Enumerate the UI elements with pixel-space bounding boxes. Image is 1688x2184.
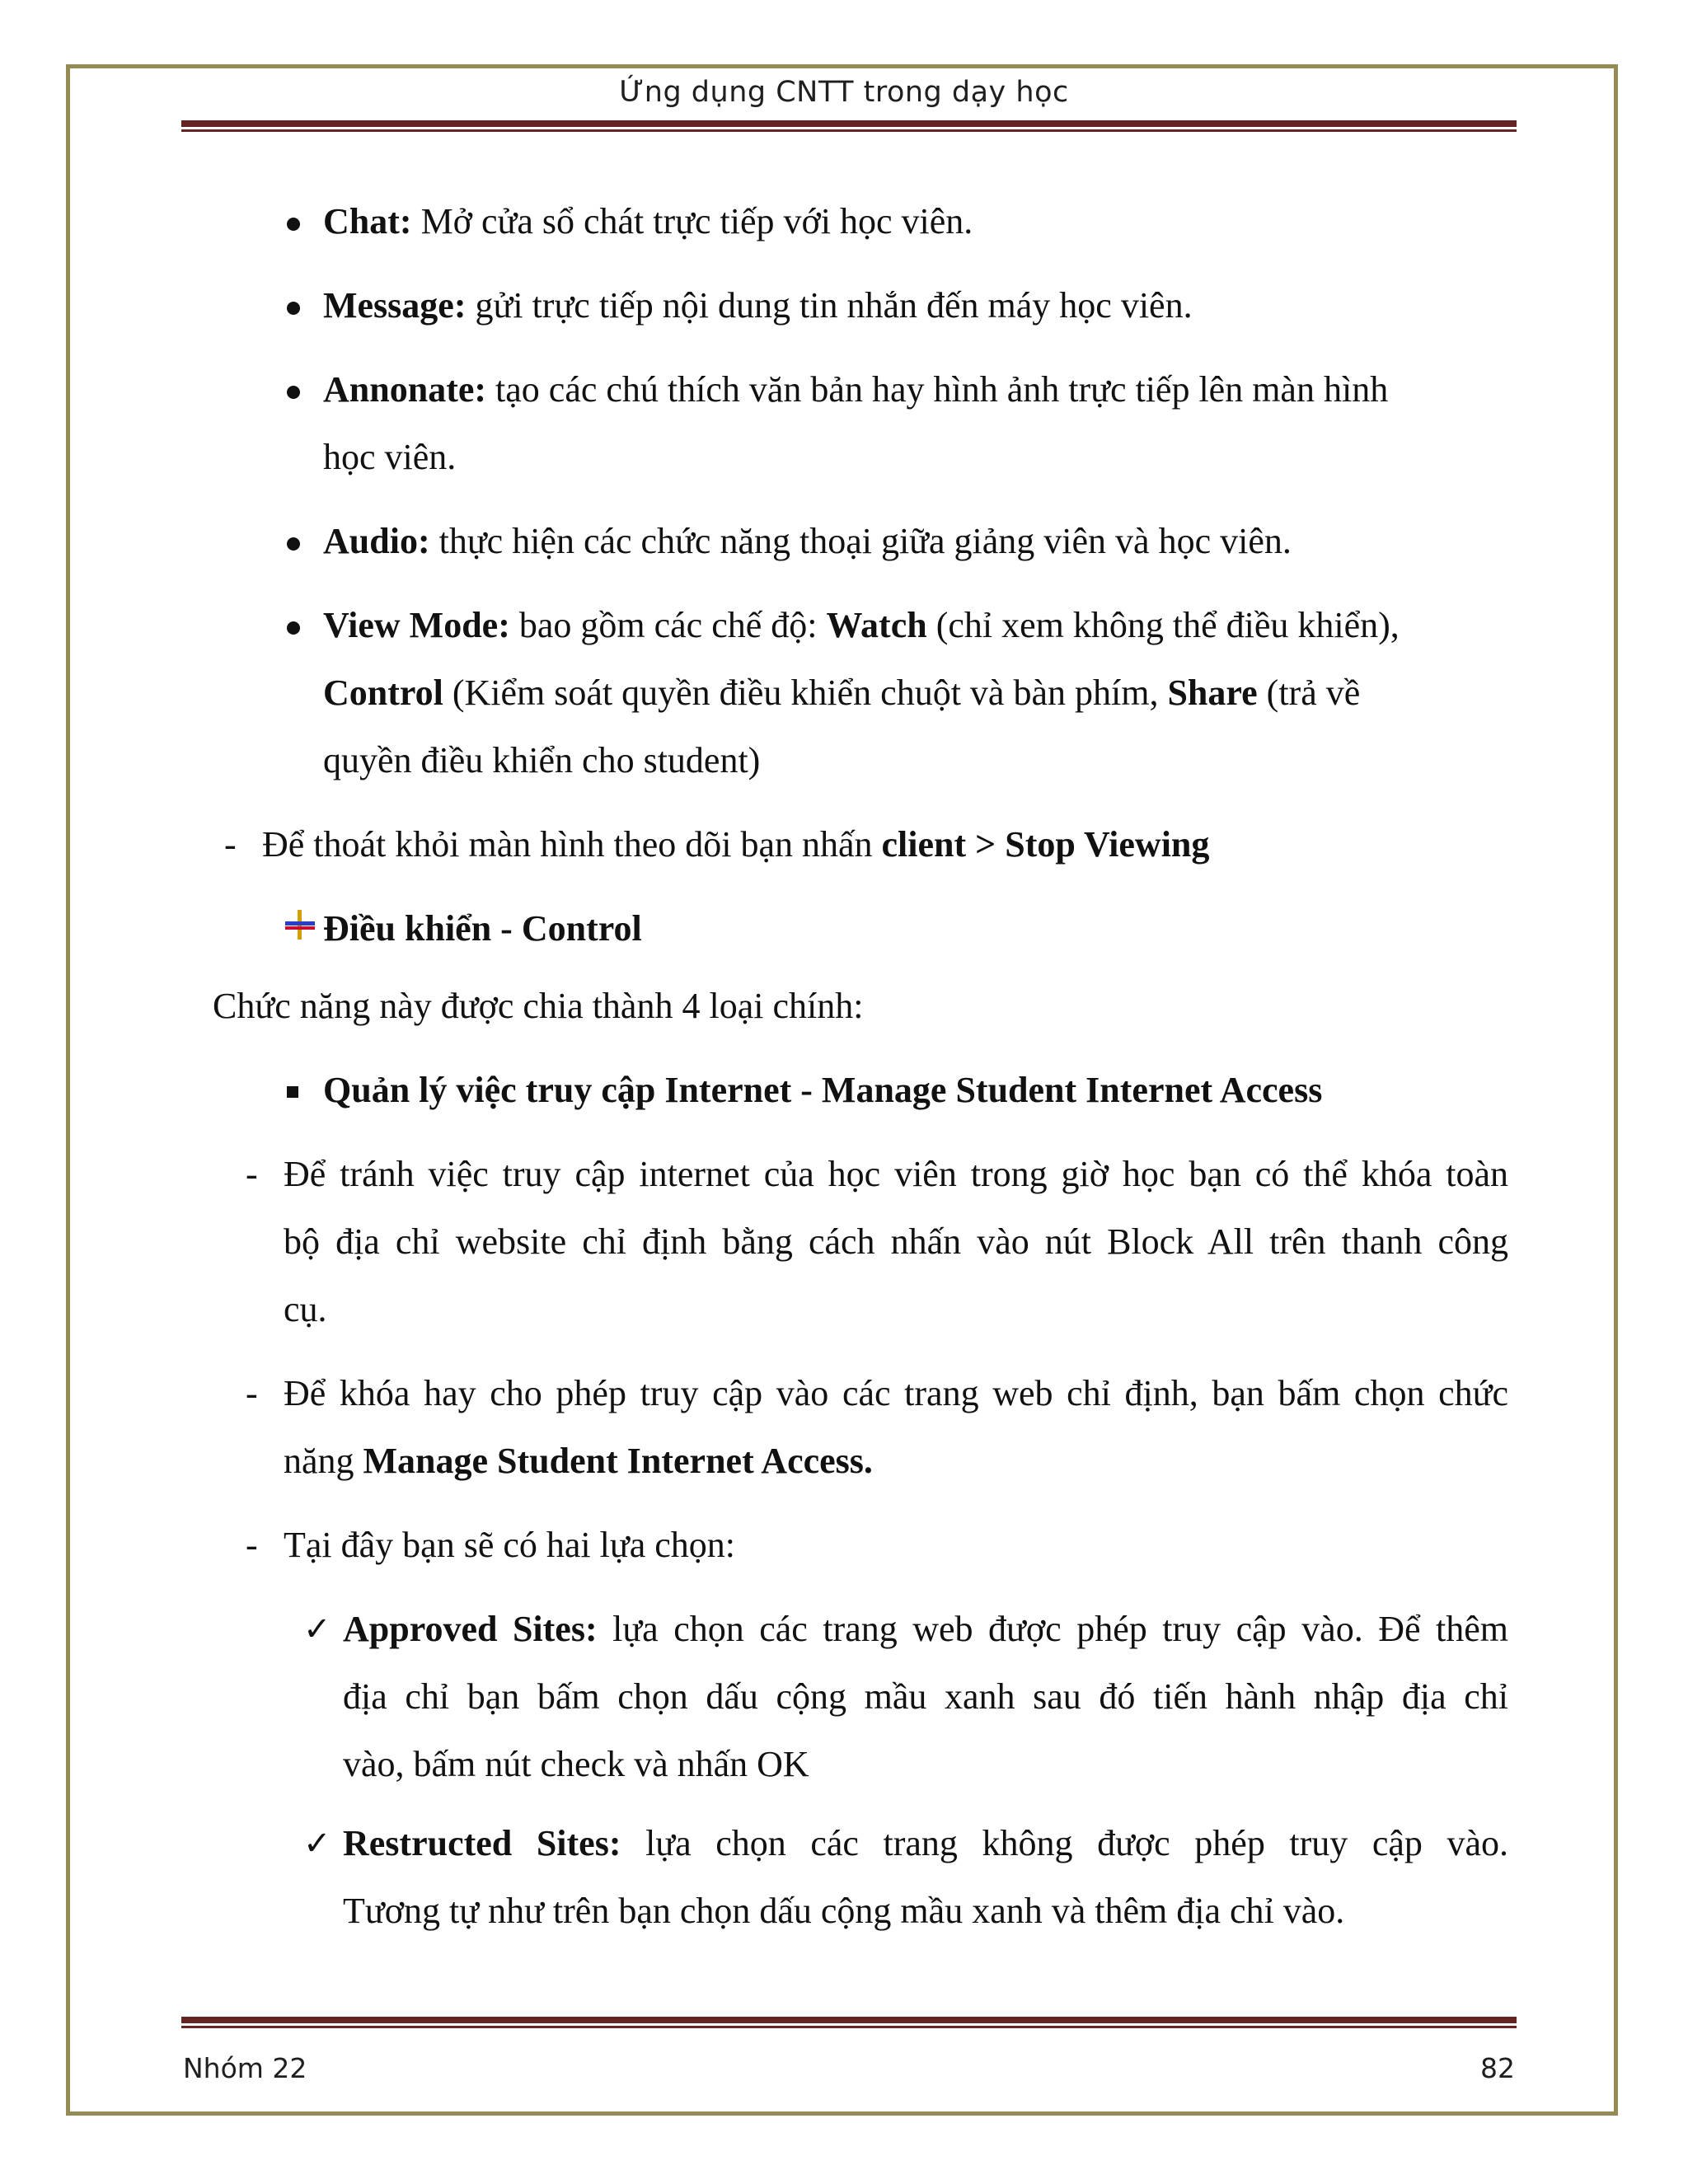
stop-viewing-command: client > Stop Viewing	[881, 824, 1210, 865]
check-item-approved: Approved Sites: lựa chọn các trang web được phép truy cập vào. Để thêm	[343, 1609, 1508, 1649]
check-item-line: địa chỉ bạn bấm chọn dấu cộng mầu xanh sau đó tiến hành nhập địa chỉ	[343, 1676, 1508, 1717]
footer-rule	[181, 2017, 1517, 2028]
bullet-term: View Mode:	[323, 605, 510, 645]
page-number: 82	[1480, 2052, 1515, 2084]
bullet-view-mode: View Mode: bao gồm các chế độ: Watch (chỉ xem không thể điều khiển),	[323, 605, 1400, 645]
bullet-dot	[287, 386, 300, 399]
bullet-text: Mở cửa sổ chát trực tiếp với học viên.	[411, 201, 973, 241]
header-title: Ứng dụng CNTT trong dạy học	[619, 76, 1069, 109]
bullet-dot	[287, 621, 300, 635]
subheading: Quản lý việc truy cập Internet - Manage Student Internet Access	[323, 1070, 1323, 1110]
header-rule	[181, 120, 1517, 132]
check-icon: ✓	[303, 1825, 331, 1863]
intro-text: Chức năng này được chia thành 4 loại chính:	[213, 986, 864, 1026]
mode-watch: Watch	[826, 605, 927, 645]
bullet-text: gửi trực tiếp nội dung tin nhắn đến máy học viên.	[466, 285, 1193, 326]
bullet-annonate	[323, 356, 1508, 424]
dash-item-line: Để khóa hay cho phép truy cập vào các trang web chỉ định, bạn bấm chọn chức	[284, 1373, 1508, 1413]
bullet-text: tạo các chú thích văn bản hay hình ảnh trực tiếp lên màn hình	[486, 369, 1389, 410]
dash-marker: -	[246, 1154, 258, 1194]
dash-item-line: Để tránh việc truy cập internet của học viên trong giờ học bạn có thể khóa toàn	[284, 1154, 1508, 1194]
mode-control: Control	[323, 673, 443, 713]
dash-marker: -	[246, 1525, 258, 1565]
bullet-dot	[287, 302, 300, 315]
check-item-line: vào, bấm nút check và nhấn OK	[343, 1744, 809, 1784]
dash-item-line: năng Manage Student Internet Access.	[284, 1441, 873, 1481]
bullet-view-mode-line3: quyền điều khiển cho student)	[323, 740, 761, 780]
dash-item-line: bộ địa chỉ website chỉ định bằng cách nhấn vào nút Block All trên thanh công	[284, 1221, 1508, 1262]
check-item-line: Tương tự như trên bạn chọn dấu cộng mầu xanh và thêm địa chỉ vào.	[343, 1891, 1345, 1931]
footer-group: Nhóm 22	[183, 2052, 307, 2084]
cross-icon	[284, 908, 316, 941]
bullet-audio	[323, 508, 1292, 575]
stop-viewing-line: Để thoát khỏi màn hình theo dõi bạn nhấn client > Stop Viewing	[262, 824, 1210, 865]
bullet-term: Chat:	[323, 201, 412, 241]
bullet-continuation: học viên.	[323, 437, 457, 477]
bullet-chat	[323, 188, 973, 255]
bullet-message	[323, 272, 1193, 340]
dash-item-line: Tại đây bạn sẽ có hai lựa chọn:	[284, 1525, 735, 1565]
bullet-term: Annonate:	[323, 369, 487, 410]
mode-share: Share	[1167, 673, 1258, 713]
bullet-dot	[287, 537, 300, 551]
bullet-view-mode-line2: Control (Kiểm soát quyền điều khiển chuột và bàn phím, Share (trả về	[323, 673, 1361, 713]
dash-marker: -	[246, 1373, 258, 1413]
check-icon: ✓	[303, 1610, 331, 1648]
dash-item-line: cụ.	[284, 1289, 327, 1329]
bullet-term: Message:	[323, 285, 467, 326]
bullet-text: thực hiện các chức năng thoại giữa giảng viên và học viên.	[429, 521, 1292, 561]
check-item-restructed: Restructed Sites: lựa chọn các trang không được phép truy cập vào.	[343, 1823, 1509, 1863]
square-bullet	[287, 1086, 298, 1098]
control-heading: Điều khiển - Control	[323, 908, 642, 949]
bullet-term: Audio:	[323, 521, 430, 561]
bullet-dot	[287, 218, 300, 231]
dash-marker: -	[224, 824, 237, 865]
